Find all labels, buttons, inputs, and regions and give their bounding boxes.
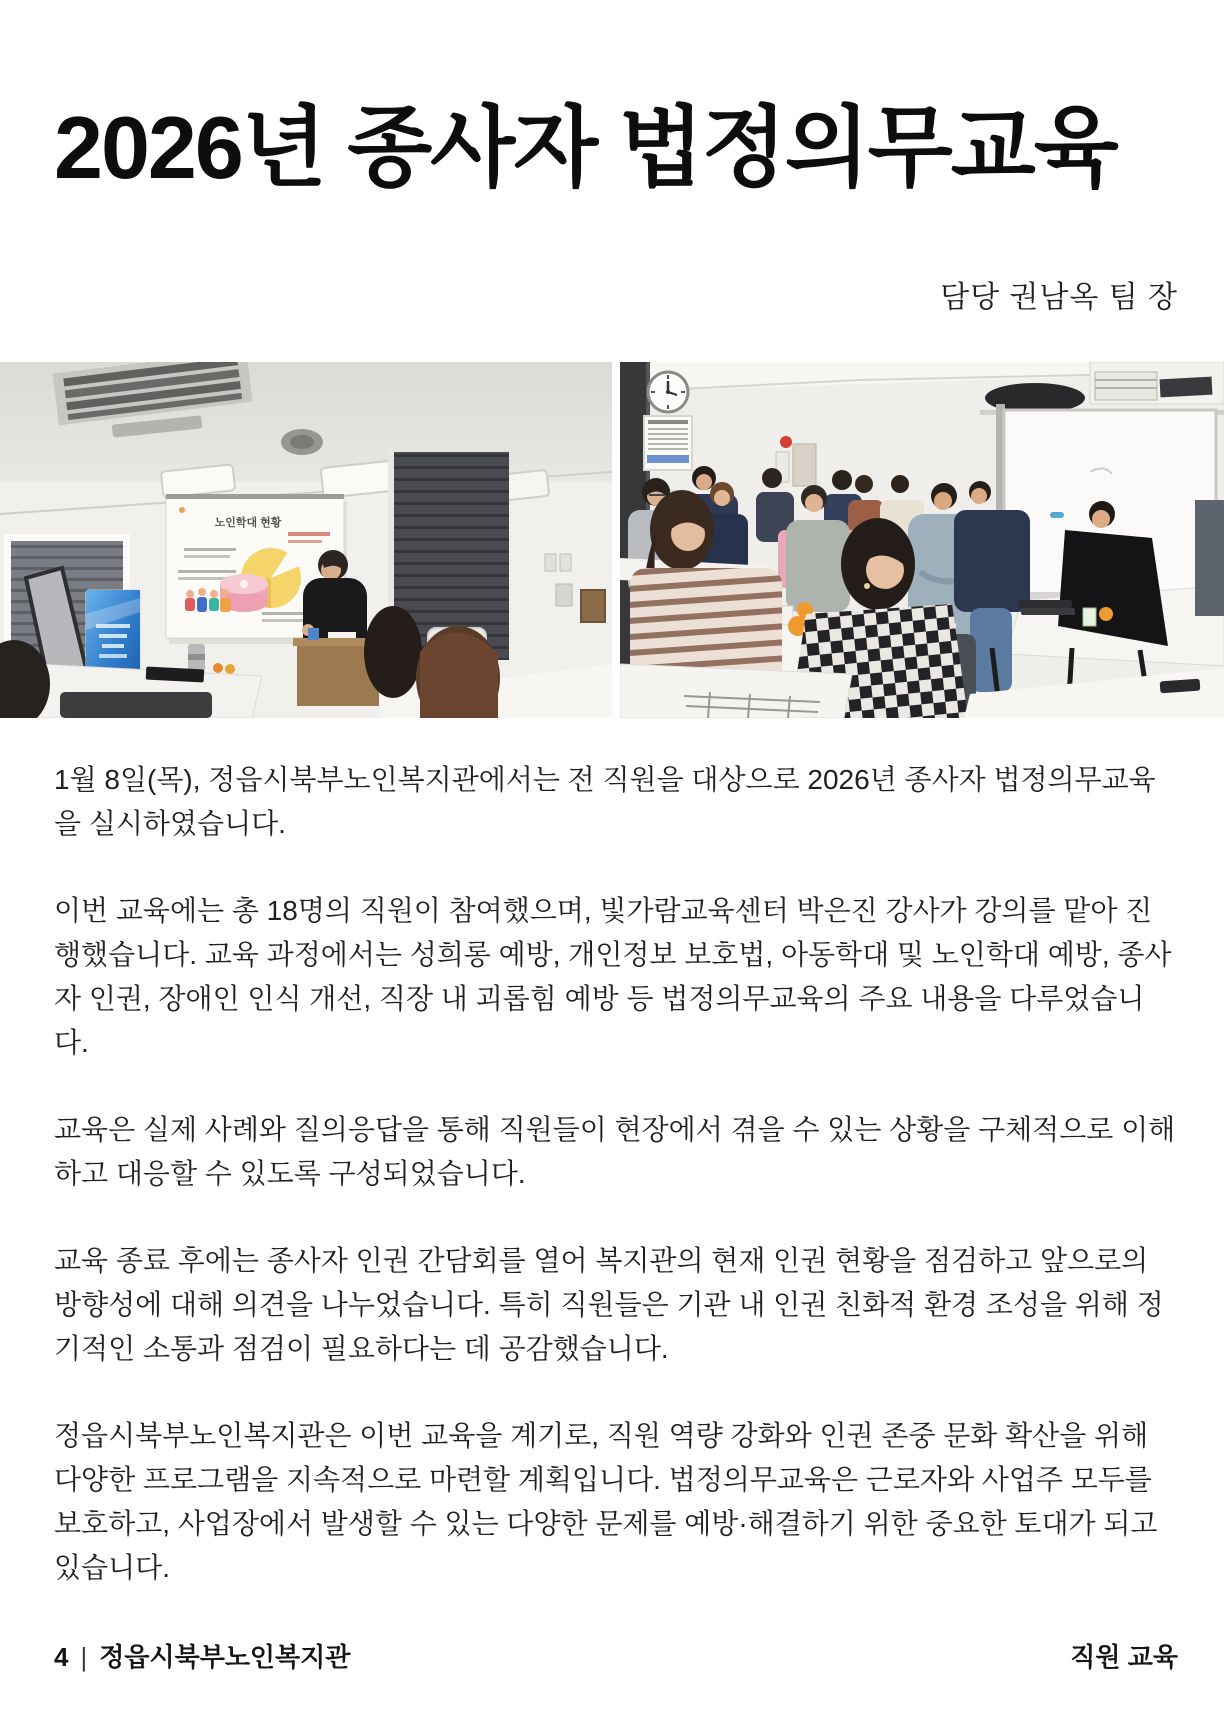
marker [1050, 512, 1064, 518]
page-title: 2026년 종사자 법정의무교육 [54, 98, 1117, 197]
orange [1099, 607, 1113, 621]
wall-switch [556, 584, 572, 606]
photo-row [0, 362, 1224, 718]
slide-title: 노인학대 현황 [214, 517, 282, 530]
papers [328, 632, 356, 638]
paragraph-1: 1월 8일(목), 정읍시북부노인복지관에서는 전 직원을 대상으로 2026년 종사자 법정의무교육을 실시하였습니다. [54, 764, 1156, 840]
paragraph-4: 교육 종료 후에는 종사자 인권 간담회를 열어 복지관의 현재 인권 현황을 점검하고 앞으로의 방향성에 대해 의견을 나누었습니다. 특히 직원들은 기관 내 인권 친화적 환경 조성을 위해 정기적인 소통과 점검이 필요하다는 데 공감했습니다. [54, 1244, 1164, 1364]
fire-alarm [780, 436, 792, 448]
article-body [54, 758, 1178, 1589]
page-number: 4 [54, 1642, 69, 1672]
page-footer [54, 1637, 1178, 1674]
bottle [225, 664, 235, 674]
audience-head [364, 606, 422, 698]
byline: 담당 권남옥 팀 장 [940, 281, 1178, 315]
wooden-plaque [581, 590, 605, 622]
footer-left [54, 1637, 350, 1674]
audience-hair [420, 633, 498, 719]
footer-section-label: 직원 교육 [1070, 1642, 1178, 1672]
door [793, 444, 816, 486]
wall-outlet [560, 554, 571, 571]
binder-stack [1095, 372, 1157, 400]
wall-calendar [644, 416, 692, 470]
printer [60, 692, 212, 718]
photo-presentation [0, 362, 612, 718]
presentation-photo-illustration [0, 362, 612, 718]
cup [308, 628, 319, 640]
table [620, 664, 852, 718]
green-cup [1083, 608, 1096, 626]
footer-org-name: 정읍시북부노인복지관 [99, 1642, 351, 1672]
laptop-on-shelf [1160, 377, 1213, 398]
wall-outlet [545, 554, 556, 571]
bottle [213, 663, 223, 673]
wall-clock [648, 372, 688, 412]
paragraph-5: 정읍시북부노인복지관은 이번 교육을 계기로, 직원 역량 강화와 인권 존중 문화 확산을 위해 다양한 프로그램을 지속적으로 마련할 계획입니다. 법정의무교육은 근로자와 사업주 모두를 보호하고, 사업장에서 발생할 수 있는 다양한 문제를 예방·해결하기 위한 중요한 토대가 되고 있습니다. [54, 1419, 1158, 1583]
tumbler-band [188, 654, 205, 660]
round-vent-inner [290, 435, 314, 449]
photo-audience [620, 362, 1224, 718]
audience-photo-illustration [620, 362, 1224, 718]
paragraph-2: 이번 교육에는 총 18명의 직원이 참여했으며, 빛가람교육센터 박은진 강사가 강의를 맡아 진행했습니다. 교육 과정에서는 성희롱 예방, 개인정보 보호법, 아동학대 및 노인학대 예방, 종사자 인권, 장애인 인식 개선, 직장 내 괴롭힘 예방 등 법정의무교육의 주요 내용을 다루었습니다. [54, 895, 1172, 1058]
paragraph-3: 교육은 실제 사례와 질의응답을 통해 직원들이 현장에서 겪을 수 있는 상황을 구체적으로 이해하고 대응할 수 있도록 구성되었습니다. [54, 1113, 1176, 1189]
footer-separator: | [80, 1642, 88, 1672]
